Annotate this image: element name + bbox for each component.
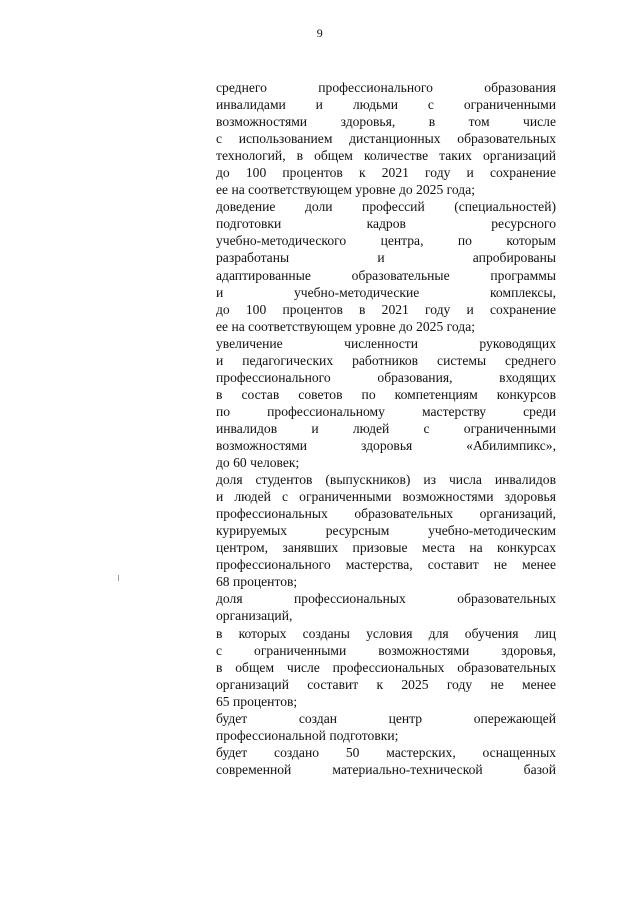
text-line: учебно-методического центра, по которым	[216, 233, 556, 249]
text-line: подготовки кадров ресурсного	[216, 216, 556, 232]
text-line: в которых созданы условия для обучения лиц	[216, 625, 556, 641]
text-line: организаций,	[216, 608, 293, 624]
text-line: увеличение численности руководящих	[216, 335, 556, 351]
text-line: организаций составит к 2025 году не менее	[216, 676, 556, 692]
text-line: возможностями здоровья, в том числе	[216, 114, 556, 130]
text-line: доведение доли профессий (специальностей)	[216, 199, 556, 215]
text-line: будет создано 50 мастерских, оснащенных	[216, 744, 556, 760]
text-line: профессиональных образовательных организаций,	[216, 506, 556, 522]
text-line: современной материально-технической базой	[216, 761, 556, 777]
text-line: ее на соответствующем уровне до 2025 года;	[216, 318, 476, 334]
text-line: профессионального образования, входящих	[216, 369, 556, 385]
text-line: до 60 человек;	[216, 455, 300, 471]
text-line: 65 процентов;	[216, 693, 298, 709]
text-line: в общем числе профессиональных образовательных	[216, 659, 556, 675]
text-line: до 100 процентов в 2021 году и сохранение	[216, 301, 556, 317]
text-line: ее на соответствующем уровне до 2025 года;	[216, 182, 476, 198]
text-line: инвалидов и людей с ограниченными	[216, 420, 556, 436]
scan-artifact-mark	[118, 575, 119, 581]
text-line: профессионального мастерства, составит не менее	[216, 557, 556, 573]
text-line: с использованием дистанционных образовательных	[216, 131, 556, 147]
text-line: 68 процентов;	[216, 574, 298, 590]
text-line: и людей с ограниченными возможностями здоровья	[216, 489, 556, 505]
text-line: технологий, в общем количестве таких организаций	[216, 148, 556, 164]
document-body	[216, 79, 556, 778]
text-line: курируемых ресурсным учебно-методическим	[216, 523, 556, 539]
text-line: доля профессиональных образовательных	[216, 591, 556, 607]
text-line: возможностями здоровья «Абилимпикс»,	[216, 437, 556, 453]
text-line: центром, занявших призовые места на конкурсах	[216, 540, 556, 556]
text-line: до 100 процентов к 2021 году и сохранение	[216, 165, 556, 181]
text-line: и педагогических работников системы среднего	[216, 352, 556, 368]
text-line: по профессиональному мастерству среди	[216, 403, 556, 419]
text-line: будет создан центр опережающей	[216, 710, 556, 726]
text-line: среднего профессионального образования	[216, 80, 556, 95]
page-number: 9	[316, 26, 324, 40]
text-line: разработаны и апробированы	[216, 250, 556, 266]
text-line: профессиональной подготовки;	[216, 727, 399, 743]
text-line: адаптированные образовательные программы	[216, 267, 556, 283]
text-line: доля студентов (выпускников) из числа инвалидов	[216, 472, 556, 488]
text-line: в состав советов по компетенциям конкурсов	[216, 386, 556, 402]
text-line: и учебно-методические комплексы,	[216, 284, 556, 300]
text-line: с ограниченными возможностями здоровья,	[216, 642, 556, 658]
text-line: инвалидами и людьми с ограниченными	[216, 97, 556, 113]
